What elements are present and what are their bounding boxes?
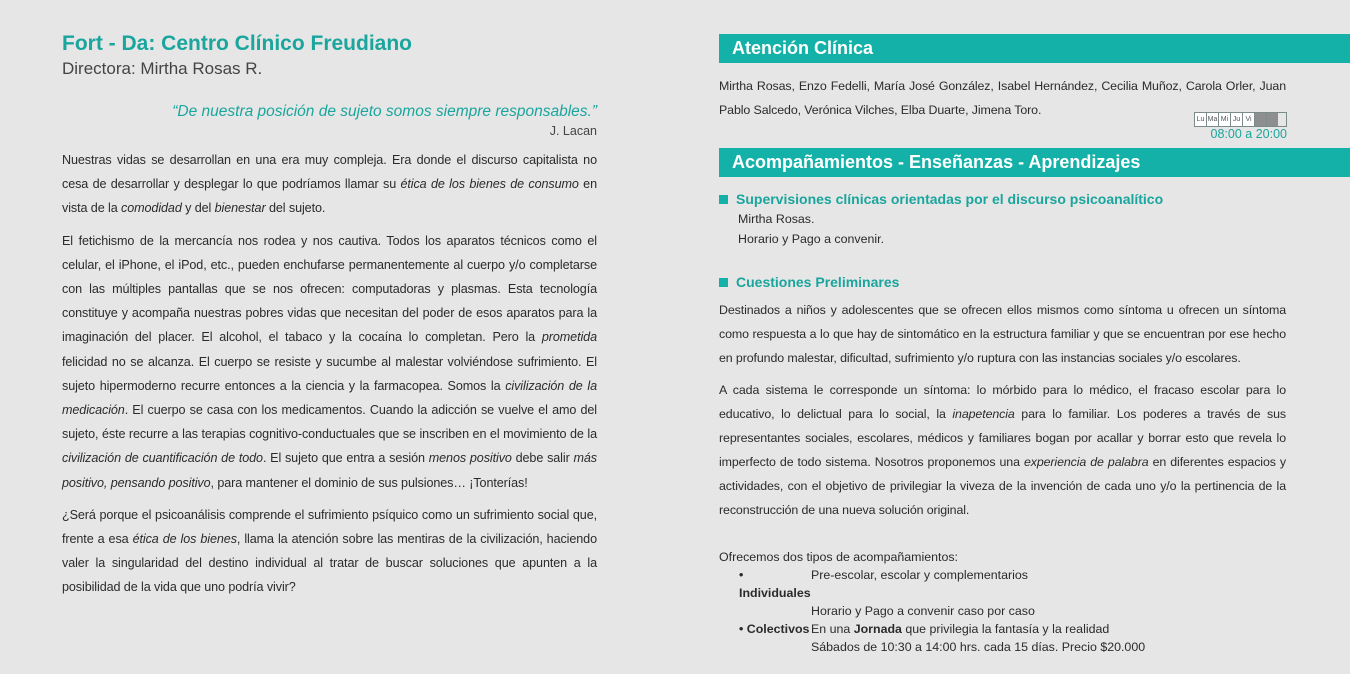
offer-block bbox=[719, 548, 1350, 656]
italic-span: experiencia de palabra bbox=[1023, 455, 1149, 469]
text-span: , llama la atención sobre las mentiras de la civilización, haciendo valer la singularidad del destino individual al tratar de buscar soluciones que apunten a la posibilidad de la vida que uno podría vivir? bbox=[62, 532, 597, 595]
italic-span: inapetencia bbox=[952, 407, 1015, 421]
text-span: que privilegia la fantasía y la realidad bbox=[901, 622, 1110, 636]
text-span: . El cuerpo se casa con los medicamentos. Cuando la adicción se vuelve el amo del sujeto, éste recurre a las terapias cognitivo-conductuales que se inscriben en el movimiento de la bbox=[62, 403, 597, 442]
day-saturday bbox=[1255, 113, 1267, 126]
colectivos-desc bbox=[811, 620, 1350, 638]
page-title: Fort - Da: Centro Clínico Freudiano bbox=[62, 32, 412, 55]
individuales-row-2 bbox=[719, 602, 1350, 620]
text-span: Nuestras vidas se desarrollan en una era muy compleja. Era donde el discurso capitalista no cesa de desarrollar y desplegar lo que podríamos llamar su bbox=[62, 153, 597, 192]
opening-hours: 08:00 a 20:00 bbox=[1210, 127, 1287, 141]
text-span: debe salir bbox=[511, 451, 574, 466]
lacan-quote: “De nuestra posición de sujeto somos siempre responsables.” bbox=[172, 103, 597, 120]
bold-span: Jornada bbox=[853, 622, 902, 636]
acompanamientos-header: Acompañamientos - Enseñanzas - Aprendizajes bbox=[719, 148, 1350, 177]
italic-span: comodidad bbox=[121, 201, 182, 216]
text-span: felicidad no se alcanza. El cuerpo se resiste y sucumbe al malestar volviéndose sufrimiento. El sujeto hipermoderno recurre entonces a la ciencia y la farmacopea. Somos la bbox=[62, 354, 597, 393]
paragraph-2 bbox=[62, 229, 597, 495]
cuestiones-paragraph-2 bbox=[719, 378, 1286, 522]
individuales-desc: Pre-escolar, escolar y complementarios bbox=[811, 568, 1028, 582]
day-sunday bbox=[1267, 113, 1278, 126]
colectivos-label: • Colectivos bbox=[739, 622, 810, 636]
text-span: A cada sistema le corresponde un síntoma: lo mórbido para lo médico, el fracaso escolar para lo educativo, lo delictual para lo social, la bbox=[719, 383, 1286, 421]
left-column bbox=[62, 30, 597, 608]
text-span: . El sujeto que entra a sesión bbox=[262, 451, 429, 466]
text-span: para lo familiar. Los poderes a través de sus representantes sociales, escolares, médicos y familiares bogan por acallar y borrar esto que revela lo imperfecto de todo sistema. Nosotros proponemos una bbox=[719, 407, 1286, 469]
day-friday: Vi bbox=[1243, 113, 1255, 126]
supervisiones-heading bbox=[719, 189, 1350, 209]
text-span: en diferentes espacios y actividades, con el objetivo de privilegiar la viveza de la invención de cada uno y/o la pertinencia de la reconstrucción de una nueva solución original. bbox=[719, 455, 1286, 517]
section-label: Cuestiones Preliminares bbox=[736, 274, 900, 290]
italic-span: bienestar bbox=[214, 201, 266, 216]
text-span: en vista de la bbox=[62, 177, 597, 216]
spacer bbox=[719, 638, 811, 656]
paragraph-1 bbox=[62, 148, 597, 221]
day-thursday: Ju bbox=[1231, 113, 1243, 126]
text-span: , para mantener el dominio de sus pulsiones… ¡Tonterías! bbox=[210, 475, 528, 490]
day-monday: Lu bbox=[1195, 113, 1207, 126]
square-bullet-icon bbox=[719, 278, 728, 287]
italic-span: ética de los bienes de consumo bbox=[400, 177, 579, 192]
text-span: ¿Será porque el psicoanálisis comprende el sufrimiento psíquico como un sufrimiento social que, frente a esa bbox=[62, 507, 597, 547]
individuales-label: • Individuales bbox=[739, 568, 811, 600]
text-span: y del bbox=[181, 201, 215, 216]
director-line: Directora: Mirtha Rosas R. bbox=[62, 59, 263, 78]
colectivos-row bbox=[719, 620, 1350, 638]
spacer bbox=[719, 602, 811, 620]
italic-span: prometida bbox=[541, 330, 597, 345]
weekday-strip bbox=[1194, 112, 1287, 127]
cuestiones-paragraph-1: Destinados a niños y adolescentes que se ofrecen ellos mismos como síntoma u ofrecen un síntoma como respuesta a lo que hay de sintomático en la estructura familiar y que se encuentran por ese hecho en profundo malestar, dificultad, sufrimiento y/o ruptura con las instancias sociales y/o escolares. bbox=[719, 303, 1286, 365]
square-bullet-icon bbox=[719, 195, 728, 204]
cuestiones-heading bbox=[719, 272, 1350, 292]
section-label: Supervisiones clínicas orientadas por el discurso psicoanalítico bbox=[736, 191, 1164, 207]
text-span: del sujeto. bbox=[265, 201, 326, 216]
quote-author: J. Lacan bbox=[549, 124, 597, 138]
supervisor-name: Mirtha Rosas. bbox=[738, 212, 815, 226]
individuales-row bbox=[719, 566, 1350, 602]
colectivos-schedule: Sábados de 10:30 a 14:00 hrs. cada 15 días. Precio $20.000 bbox=[811, 640, 1146, 654]
supervision-terms: Horario y Pago a convenir. bbox=[738, 232, 885, 246]
schedule-widget bbox=[1194, 112, 1287, 142]
atencion-clinica-header: Atención Clínica bbox=[719, 34, 1350, 63]
right-column bbox=[719, 34, 1350, 656]
italic-span: más positivo, pensando positivo bbox=[62, 451, 597, 490]
clinicians-list: Mirtha Rosas, Enzo Fedelli, María José González, Isabel Hernández, Cecilia Muñoz, Carola Orler, Juan Pablo Salcedo, Verónica Vilches, Elba Duarte, Jimena Toro. bbox=[719, 79, 1286, 117]
colectivos-row-2 bbox=[719, 638, 1350, 656]
offer-intro: Ofrecemos dos tipos de acompañamientos: bbox=[719, 550, 958, 564]
text-span: El fetichismo de la mercancía nos rodea y nos cautiva. Todos los aparatos técnicos como el celular, el iPhone, el iPod, etc., pueden enchufarse permanentemente al cuerpo y/o completarse con las múltiples pantallas que se nos ofrecen: computadoras y plasmas. Esta tecnología constituye y acompaña nuestras pobres vidas que necesitan del poder de esos aparatos para la imaginación del placer. El alcohol, el tabaco y la cocaína lo completan. Pero la bbox=[62, 233, 597, 345]
individuales-terms: Horario y Pago a convenir caso por caso bbox=[811, 604, 1035, 618]
italic-span: ética de los bienes bbox=[132, 532, 237, 547]
day-wednesday: Mi bbox=[1219, 113, 1231, 126]
italic-span: menos positivo bbox=[428, 451, 512, 466]
text-span: En una bbox=[811, 622, 854, 636]
italic-span: civilización de la medicación bbox=[62, 378, 597, 418]
paragraph-3 bbox=[62, 503, 597, 600]
day-tuesday: Ma bbox=[1207, 113, 1219, 126]
italic-span: civilización de cuantificación de todo bbox=[62, 451, 263, 466]
